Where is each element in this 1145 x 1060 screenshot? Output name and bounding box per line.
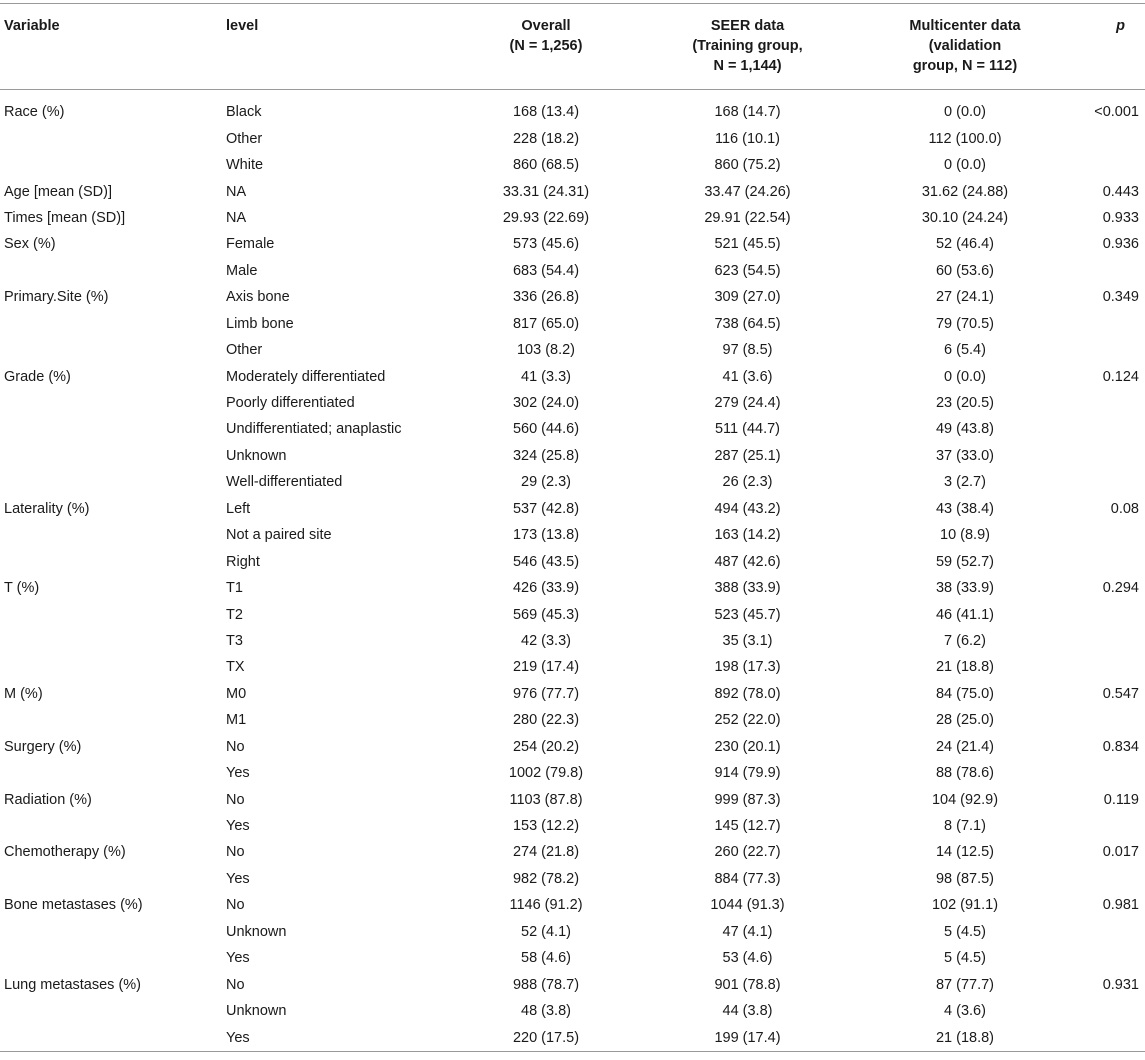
table-row <box>0 152 1145 178</box>
header-p-label: p <box>1116 18 1125 34</box>
cell-seer: 33.47 (24.26) <box>704 183 791 200</box>
header-multi-sub: (validation <box>928 38 1002 54</box>
header-overall-label: Overall <box>521 18 571 34</box>
cell-multicenter: 5 (4.5) <box>944 950 986 967</box>
cell-overall: 274 (21.8) <box>512 844 580 861</box>
table-row <box>0 337 1145 363</box>
cell-overall: 560 (44.6) <box>512 421 580 438</box>
header-level <box>222 4 462 90</box>
cell-overall: 860 (68.5) <box>512 157 580 174</box>
cell-level: Yes <box>226 765 250 782</box>
cell-overall: 324 (25.8) <box>512 447 580 464</box>
cell-seer: 521 (45.5) <box>714 236 781 253</box>
cell-seer: 999 (87.3) <box>714 791 781 808</box>
cell-variable: Primary.Site (%) <box>4 289 109 306</box>
cell-level: Other <box>226 342 263 359</box>
table-row <box>0 231 1145 257</box>
table-row <box>0 654 1145 680</box>
cell-overall: 48 (3.8) <box>521 1003 571 1020</box>
cell-seer: 230 (20.1) <box>714 738 781 755</box>
header-seer-label: SEER data <box>710 18 785 34</box>
cell-multicenter: 5 (4.5) <box>944 923 986 940</box>
cell-seer: 26 (2.3) <box>722 474 773 491</box>
cell-level: No <box>226 976 245 993</box>
cell-p-value <box>1065 760 1145 786</box>
cell-overall: 52 (4.1) <box>521 923 571 940</box>
cell-p-value: 0.124 <box>1102 368 1139 385</box>
cell-variable: Times [mean (SD)] <box>4 209 126 226</box>
cell-overall: 683 (54.4) <box>512 262 580 279</box>
cell-seer: 309 (27.0) <box>714 289 781 306</box>
cell-variable <box>0 760 222 786</box>
cell-seer: 199 (17.4) <box>714 1029 781 1046</box>
cell-variable <box>0 258 222 284</box>
baseline-characteristics-table <box>0 3 1145 1052</box>
cell-level: Female <box>226 236 275 253</box>
table-row <box>0 866 1145 892</box>
cell-seer: 145 (12.7) <box>714 818 781 835</box>
cell-overall: 58 (4.6) <box>521 950 571 967</box>
cell-multicenter: 28 (25.0) <box>935 712 995 729</box>
cell-level: Yes <box>226 950 250 967</box>
table-row <box>0 284 1145 310</box>
cell-p-value <box>1065 998 1145 1024</box>
cell-multicenter: 0 (0.0) <box>944 157 986 174</box>
cell-multicenter: 6 (5.4) <box>944 342 986 359</box>
cell-overall: 573 (45.6) <box>512 236 580 253</box>
cell-p-value <box>1065 469 1145 495</box>
cell-multicenter: 0 (0.0) <box>944 104 986 121</box>
cell-seer: 198 (17.3) <box>714 659 781 676</box>
header-multi-label: Multicenter data <box>909 18 1021 34</box>
cell-variable <box>0 125 222 151</box>
table-row <box>0 786 1145 812</box>
cell-multicenter: 37 (33.0) <box>935 447 995 464</box>
cell-variable: T (%) <box>4 580 40 597</box>
cell-p-value: 0.547 <box>1102 685 1139 702</box>
cell-level: NA <box>226 183 247 200</box>
cell-variable: Surgery (%) <box>4 738 82 755</box>
cell-seer: 168 (14.7) <box>714 104 781 121</box>
table-row <box>0 363 1145 389</box>
table-row <box>0 125 1145 151</box>
table-row <box>0 760 1145 786</box>
cell-variable: Race (%) <box>4 104 65 121</box>
cell-variable <box>0 628 222 654</box>
cell-variable <box>0 390 222 416</box>
table-row <box>0 90 1145 126</box>
table-row <box>0 178 1145 204</box>
cell-p-value: 0.08 <box>1110 500 1139 517</box>
cell-variable <box>0 813 222 839</box>
cell-variable: Laterality (%) <box>4 500 90 517</box>
cell-seer: 623 (54.5) <box>714 262 781 279</box>
cell-p-value <box>1065 654 1145 680</box>
cell-seer: 494 (43.2) <box>714 500 781 517</box>
cell-overall: 173 (13.8) <box>512 527 580 544</box>
cell-level: Undifferentiated; anaplastic <box>226 421 402 438</box>
cell-overall: 42 (3.3) <box>521 632 571 649</box>
cell-overall: 546 (43.5) <box>512 553 580 570</box>
cell-multicenter: 24 (21.4) <box>935 738 995 755</box>
cell-level: Limb bone <box>226 315 294 332</box>
cell-p-value <box>1065 1024 1145 1051</box>
cell-variable <box>0 548 222 574</box>
table-row <box>0 601 1145 627</box>
cell-overall: 219 (17.4) <box>512 659 580 676</box>
cell-level: White <box>226 157 264 174</box>
table-row <box>0 971 1145 997</box>
cell-variable <box>0 919 222 945</box>
cell-multicenter: 59 (52.7) <box>935 553 995 570</box>
cell-p-value <box>1065 945 1145 971</box>
cell-multicenter: 7 (6.2) <box>944 632 986 649</box>
cell-p-value: 0.834 <box>1102 738 1139 755</box>
cell-seer: 511 (44.7) <box>714 421 781 438</box>
header-overall-n: (N = 1,256) <box>509 38 583 54</box>
cell-multicenter: 60 (53.6) <box>935 262 995 279</box>
cell-seer: 53 (4.6) <box>722 950 773 967</box>
cell-level: Left <box>226 500 251 517</box>
cell-seer: 884 (77.3) <box>714 870 781 887</box>
cell-level: No <box>226 844 245 861</box>
table-header <box>0 4 1145 90</box>
cell-p-value <box>1065 125 1145 151</box>
cell-level: T2 <box>226 606 243 623</box>
cell-overall: 988 (78.7) <box>512 976 580 993</box>
table-row <box>0 998 1145 1024</box>
cell-seer: 163 (14.2) <box>714 527 781 544</box>
cell-variable <box>0 866 222 892</box>
cell-level: Poorly differentiated <box>226 395 355 412</box>
cell-variable <box>0 998 222 1024</box>
header-overall <box>462 4 630 90</box>
cell-multicenter: 30.10 (24.24) <box>921 209 1009 226</box>
cell-variable: Lung metastases (%) <box>4 976 142 993</box>
cell-multicenter: 10 (8.9) <box>940 527 990 544</box>
table-row <box>0 416 1145 442</box>
cell-seer: 1044 (91.3) <box>710 897 785 914</box>
cell-multicenter: 87 (77.7) <box>935 976 995 993</box>
cell-level: No <box>226 791 245 808</box>
cell-p-value <box>1065 416 1145 442</box>
cell-seer: 738 (64.5) <box>714 315 781 332</box>
cell-multicenter: 84 (75.0) <box>935 685 995 702</box>
cell-p-value <box>1065 311 1145 337</box>
cell-level: Axis bone <box>226 289 290 306</box>
cell-p-value: 0.349 <box>1102 289 1139 306</box>
cell-level: Moderately differentiated <box>226 368 386 385</box>
cell-overall: 168 (13.4) <box>512 104 580 121</box>
cell-p-value: 0.981 <box>1102 897 1139 914</box>
header-multicenter <box>865 4 1065 90</box>
table-row <box>0 575 1145 601</box>
cell-multicenter: 14 (12.5) <box>935 844 995 861</box>
cell-variable <box>0 152 222 178</box>
cell-seer: 29.91 (22.54) <box>704 209 791 226</box>
cell-level: Well-differentiated <box>226 474 343 491</box>
cell-seer: 44 (3.8) <box>722 1003 773 1020</box>
cell-seer: 41 (3.6) <box>722 368 773 385</box>
cell-p-value <box>1065 522 1145 548</box>
cell-p-value: 0.931 <box>1102 976 1139 993</box>
cell-seer: 252 (22.0) <box>714 712 781 729</box>
header-seer-sub: (Training group, <box>692 38 803 54</box>
cell-p-value <box>1065 390 1145 416</box>
cell-level: Right <box>226 553 260 570</box>
header-variable <box>0 4 222 90</box>
cell-p-value <box>1065 707 1145 733</box>
cell-overall: 336 (26.8) <box>512 289 580 306</box>
cell-overall: 29 (2.3) <box>521 474 571 491</box>
cell-multicenter: 88 (78.6) <box>935 765 995 782</box>
table-row <box>0 390 1145 416</box>
cell-level: Yes <box>226 1029 250 1046</box>
cell-variable <box>0 707 222 733</box>
cell-level: Not a paired site <box>226 527 332 544</box>
table-row <box>0 734 1145 760</box>
cell-multicenter: 21 (18.8) <box>935 659 995 676</box>
cell-level: T1 <box>226 580 243 597</box>
cell-multicenter: 8 (7.1) <box>944 818 986 835</box>
cell-level: M1 <box>226 712 247 729</box>
cell-overall: 254 (20.2) <box>512 738 580 755</box>
cell-overall: 1146 (91.2) <box>509 897 583 914</box>
cell-seer: 860 (75.2) <box>714 157 781 174</box>
cell-overall: 976 (77.7) <box>512 685 580 702</box>
cell-p-value: 0.443 <box>1102 183 1139 200</box>
cell-level: Black <box>226 104 262 121</box>
cell-seer: 116 (10.1) <box>714 130 781 147</box>
table-row <box>0 469 1145 495</box>
cell-variable: Age [mean (SD)] <box>4 183 112 200</box>
table-row <box>0 628 1145 654</box>
cell-seer: 388 (33.9) <box>714 580 781 597</box>
cell-seer: 523 (45.7) <box>714 606 781 623</box>
cell-variable <box>0 522 222 548</box>
table-row <box>0 919 1145 945</box>
table-row <box>0 681 1145 707</box>
cell-level: Other <box>226 130 263 147</box>
cell-multicenter: 3 (2.7) <box>944 474 986 491</box>
table-row <box>0 813 1145 839</box>
table-body <box>0 90 1145 1052</box>
cell-p-value <box>1065 443 1145 469</box>
header-seer <box>630 4 865 90</box>
cell-overall: 569 (45.3) <box>512 606 580 623</box>
cell-multicenter: 104 (92.9) <box>931 791 999 808</box>
table-row <box>0 707 1145 733</box>
cell-seer: 97 (8.5) <box>722 342 773 359</box>
cell-level: TX <box>226 659 245 676</box>
cell-multicenter: 52 (46.4) <box>935 236 995 253</box>
cell-overall: 153 (12.2) <box>512 818 580 835</box>
cell-seer: 287 (25.1) <box>714 447 781 464</box>
cell-variable <box>0 945 222 971</box>
cell-overall: 817 (65.0) <box>512 315 580 332</box>
cell-multicenter: 31.62 (24.88) <box>921 183 1009 200</box>
cell-overall: 228 (18.2) <box>512 130 580 147</box>
table-row <box>0 205 1145 231</box>
table-row <box>0 496 1145 522</box>
cell-p-value <box>1065 258 1145 284</box>
cell-overall: 1103 (87.8) <box>509 791 583 808</box>
cell-p-value <box>1065 628 1145 654</box>
cell-overall: 982 (78.2) <box>512 870 580 887</box>
cell-overall: 426 (33.9) <box>512 580 580 597</box>
cell-overall: 29.93 (22.69) <box>502 209 590 226</box>
cell-variable <box>0 311 222 337</box>
cell-overall: 302 (24.0) <box>512 395 580 412</box>
cell-p-value <box>1065 813 1145 839</box>
header-seer-n: N = 1,144) <box>713 58 782 74</box>
cell-multicenter: 21 (18.8) <box>935 1029 995 1046</box>
cell-p-value <box>1065 548 1145 574</box>
cell-variable <box>0 654 222 680</box>
cell-level: No <box>226 897 245 914</box>
table-row <box>0 945 1145 971</box>
cell-level: Yes <box>226 818 250 835</box>
cell-p-value: 0.936 <box>1102 236 1139 253</box>
cell-level: M0 <box>226 685 247 702</box>
cell-seer: 47 (4.1) <box>722 923 773 940</box>
cell-p-value: 0.017 <box>1102 844 1139 861</box>
cell-variable <box>0 601 222 627</box>
cell-multicenter: 49 (43.8) <box>935 421 995 438</box>
cell-overall: 1002 (79.8) <box>508 765 584 782</box>
cell-multicenter: 98 (87.5) <box>935 870 995 887</box>
header-level-label: level <box>226 18 259 34</box>
cell-p-value <box>1065 337 1145 363</box>
cell-variable <box>0 337 222 363</box>
cell-overall: 33.31 (24.31) <box>502 183 590 200</box>
header-p <box>1065 4 1145 90</box>
cell-variable: Grade (%) <box>4 368 71 385</box>
table-row <box>0 892 1145 918</box>
cell-level: Yes <box>226 870 250 887</box>
cell-seer: 901 (78.8) <box>714 976 781 993</box>
table-row <box>0 522 1145 548</box>
cell-p-value: 0.119 <box>1103 791 1139 808</box>
cell-seer: 35 (3.1) <box>722 632 773 649</box>
cell-variable <box>0 443 222 469</box>
cell-overall: 103 (8.2) <box>516 342 576 359</box>
cell-variable: Sex (%) <box>4 236 56 253</box>
cell-seer: 487 (42.6) <box>714 553 781 570</box>
cell-p-value <box>1065 152 1145 178</box>
cell-seer: 914 (79.9) <box>714 765 781 782</box>
cell-level: Unknown <box>226 1003 287 1020</box>
cell-p-value <box>1065 601 1145 627</box>
header-multi-n: group, N = 112) <box>912 58 1018 74</box>
cell-p-value <box>1065 919 1145 945</box>
table-row <box>0 1024 1145 1051</box>
table-row <box>0 311 1145 337</box>
cell-level: No <box>226 738 245 755</box>
cell-level: Unknown <box>226 447 287 464</box>
cell-multicenter: 27 (24.1) <box>935 289 995 306</box>
cell-variable: Radiation (%) <box>4 791 92 808</box>
cell-multicenter: 0 (0.0) <box>944 368 986 385</box>
cell-variable: Bone metastases (%) <box>4 897 143 914</box>
cell-level: NA <box>226 209 247 226</box>
cell-multicenter: 112 (100.0) <box>928 130 1002 147</box>
cell-overall: 220 (17.5) <box>512 1029 580 1046</box>
cell-overall: 41 (3.3) <box>521 368 571 385</box>
baseline-characteristics-table-container <box>0 3 1145 1052</box>
cell-variable: Chemotherapy (%) <box>4 844 126 861</box>
table-row <box>0 839 1145 865</box>
cell-level: T3 <box>226 632 243 649</box>
cell-seer: 892 (78.0) <box>714 685 781 702</box>
cell-p-value <box>1065 866 1145 892</box>
cell-variable <box>0 469 222 495</box>
header-row <box>0 4 1145 90</box>
cell-multicenter: 102 (91.1) <box>931 897 999 914</box>
cell-multicenter: 79 (70.5) <box>935 315 995 332</box>
cell-level: Unknown <box>226 923 287 940</box>
cell-multicenter: 43 (38.4) <box>935 500 995 517</box>
cell-variable <box>0 416 222 442</box>
cell-variable <box>0 1024 222 1051</box>
cell-p-value: <0.001 <box>1094 104 1139 121</box>
cell-multicenter: 23 (20.5) <box>935 395 995 412</box>
table-row <box>0 443 1145 469</box>
cell-level: Male <box>226 262 258 279</box>
table-row <box>0 548 1145 574</box>
cell-p-value: 0.933 <box>1102 209 1139 226</box>
cell-seer: 279 (24.4) <box>714 395 781 412</box>
cell-seer: 260 (22.7) <box>714 844 781 861</box>
cell-variable: M (%) <box>4 685 43 702</box>
cell-p-value: 0.294 <box>1102 580 1139 597</box>
cell-overall: 280 (22.3) <box>512 712 580 729</box>
table-row <box>0 258 1145 284</box>
header-variable-label: Variable <box>4 18 60 34</box>
cell-multicenter: 38 (33.9) <box>935 580 995 597</box>
cell-overall: 537 (42.8) <box>512 500 580 517</box>
cell-multicenter: 4 (3.6) <box>944 1003 986 1020</box>
cell-multicenter: 46 (41.1) <box>935 606 995 623</box>
